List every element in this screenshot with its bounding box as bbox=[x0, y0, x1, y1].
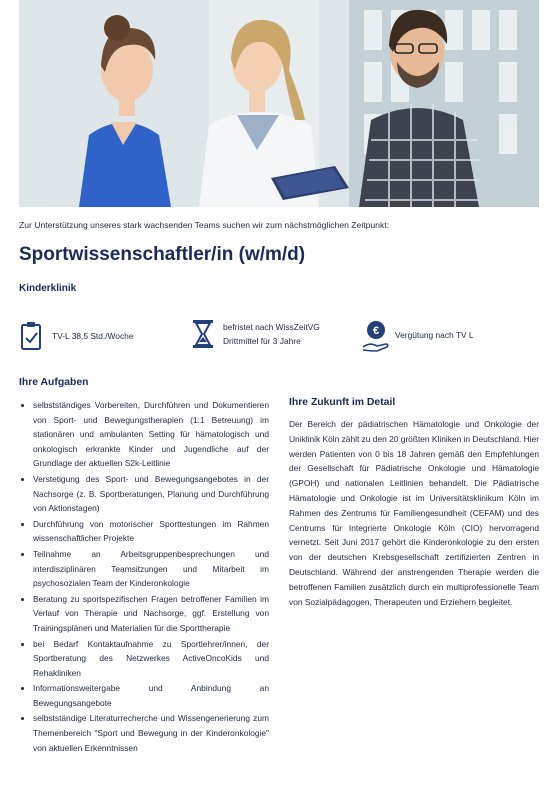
department-label: Kinderklinik bbox=[19, 283, 77, 294]
fact-working-hours-text: TV-L 38,5 Std./Woche bbox=[52, 331, 134, 341]
list-item: • selbstständige Literaturrecherche und Wissengenerierung zum Themenbereich "Sport und Bewegung in der Kinderonkologie" von aktuellen Erkenntnissen bbox=[33, 711, 269, 755]
list-item: • selbstständiges Vorbereiten, Durchführen und Dokumentieren von Sport- und Bewegungstherapien (1:1 Betreuung) im stationären und ambulanten Setting für hämatologisch und onkologisch erkrankte Kinder und Jugendliche auf der Grundlage der aktuellen S2k-Leitlinie bbox=[33, 398, 269, 471]
fact-contract-term-text bbox=[223, 320, 320, 348]
euro-hand-icon bbox=[362, 319, 388, 351]
fact-salary bbox=[362, 319, 474, 351]
fact-contract-term-line2: Drittmittel für 3 Jahre bbox=[223, 336, 301, 346]
list-item: • Durchführung von motorischer Sporttestungen im Rahmen wissenschaftlicher Projekte bbox=[33, 517, 269, 546]
list-item: • Informationsweitergabe und Anbindung an Bewegungsangebote bbox=[33, 681, 269, 710]
staff-photo-illustration bbox=[19, 0, 539, 207]
list-item: • Teilnahme an Arbeitsgruppenbesprechungen und interdisziplinären Teamsitzungen und Mitarbeit im psychosozialen Team der Kinderonkologie bbox=[33, 547, 269, 591]
list-item: • bei Bedarf Kontaktaufnahme zu Sportlehrer/innen, der Sportberatung des Netzwerkes ActiveOncoKids und Rehakliniken bbox=[33, 637, 269, 681]
contract-icon bbox=[19, 320, 45, 352]
job-title: Sportwissenschaftler/in (w/m/d) bbox=[19, 244, 306, 265]
list-item: • Beratung zu sportspezifischen Fragen betroffener Familien im Verlauf von Therapie und Nachsorge, ggf. Erstellung von Trainingsplänen und Materialien für die Sporttherapie bbox=[33, 592, 269, 636]
fact-contract-term-line1: befristet nach WissZeitVG bbox=[223, 322, 320, 332]
future-text: Der Bereich der pädiatrischen Hämatologie und Onkologie der Uniklinik Köln zählt zu den 20 größten Kliniken in Deutschland. Hier werden Patienten von 0 bis 18 Jahren gemäß den Empfehlungen der Gesellschaft für Pädiatrische Onkologie und Hämatologie (GPOH) und nationalen Leitlinien behandelt. Die Pädiatrische Hämatologie und Onkologie ist im Universitätsklinikum Köln im Rahmen des Zentrums für Familiengesundheit (CEFAM) und des Centrums für Integrierte Onkologie Köln (CIO) hervorragend vernetzt. Seit Juni 2017 gehört die Kinderonkologie zu den ersten von der deutschen Krebsgesellschaft zertifizierten Zentren in Deutschland. Während der anstrengenden Therapie werden die betroffenen Familien zusätzlich durch ein multiprofessionelle Team von Sozialpädagogen, Therapeuten und Erziehern begleitet. bbox=[289, 419, 539, 607]
tasks-list bbox=[19, 398, 269, 756]
intro-text: Zur Unterstützung unseres stark wachsenden Teams suchen wir zum nächstmöglichen Zeitpunkt: bbox=[19, 220, 390, 230]
header-photo bbox=[19, 0, 539, 207]
future-heading: Ihre Zukunft im Detail bbox=[289, 397, 396, 408]
fact-working-hours bbox=[19, 320, 133, 352]
tasks-heading: Ihre Aufgaben bbox=[19, 377, 89, 388]
list-item: • Verstetigung des Sport- und Bewegungsangebotes in der Nachsorge (z. B. Sportberatungen, Planung und Durchführung von Aktionstagen) bbox=[33, 472, 269, 516]
fact-salary-text: Vergütung nach TV L bbox=[395, 330, 474, 340]
svg-text:€: € bbox=[372, 325, 380, 337]
hourglass-icon bbox=[190, 318, 216, 350]
fact-contract-term bbox=[190, 318, 320, 350]
